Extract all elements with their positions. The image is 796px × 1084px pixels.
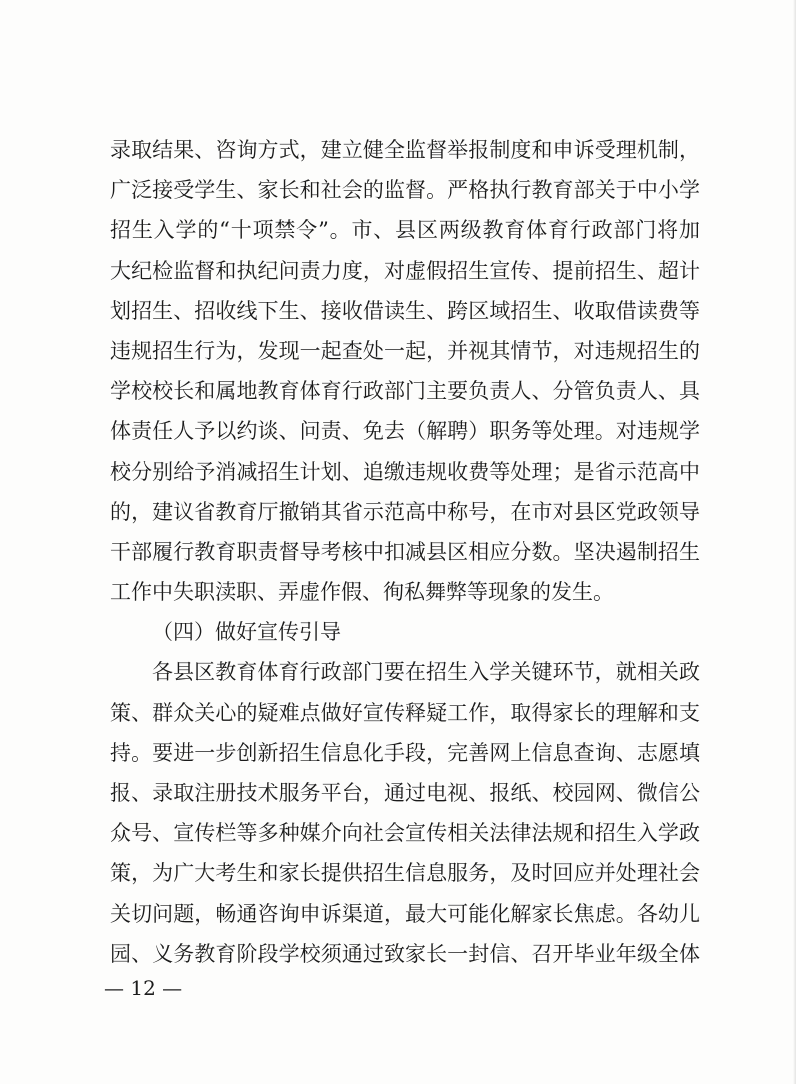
body-line: 大纪检监督和执纪问责力度，对虚假招生宣传、提前招生、超计 [110,258,700,283]
body-line: 策，为广大考生和家长提供招生信息服务，及时回应并处理社会 [110,861,700,886]
body-line: 各县区教育体育行政部门要在招生入学关键环节，就相关政 [152,660,700,685]
section-heading: （四）做好宣传引导 [152,620,341,645]
body-line: 学校校长和属地教育体育行政部门主要负责人、分管负责人、具 [110,379,700,404]
page-number: — 12 — [104,976,183,1000]
body-line: 体责任人予以约谈、问责、免去（解聘）职务等处理。对违规学 [110,419,700,444]
body-line: 的，建议省教育厅撤销其省示范高中称号，在市对县区党政领导 [110,499,700,524]
body-line: 广泛接受学生、家长和社会的监督。严格执行教育部关于中小学 [110,178,700,203]
body-line: 录取结果、咨询方式，建立健全监督举报制度和申诉受理机制， [110,138,700,162]
body-line: 校分别给予消减招生计划、追缴违规收费等处理；是省示范高中 [110,459,700,484]
body-line: 园、义务教育阶段学校须通过致家长一封信、召开毕业年级全体 [110,941,700,966]
body-line: 众号、宣传栏等多种媒介向社会宣传相关法律法规和招生入学政 [110,821,700,846]
body-line: 策、群众关心的疑难点做好宣传释疑工作，取得家长的理解和支 [110,700,700,725]
body-line: 持。要进一步创新招生信息化手段，完善网上信息查询、志愿填 [110,740,700,765]
body-line: 违规招生行为，发现一起查处一起，并视其情节，对违规招生的 [110,338,700,363]
body-line: 划招生、招收线下生、接收借读生、跨区域招生、收取借读费等 [110,298,700,323]
body-line: 招生入学的“十项禁令”。市、县区两级教育体育行政部门将加 [110,218,700,243]
body-line: 干部履行教育职责督导考核中扣减县区相应分数。坚决遏制招生 [110,539,700,564]
document-body [110,130,700,974]
body-line: 关切问题，畅通咨询申诉渠道，最大可能化解家长焦虑。各幼儿 [110,901,700,926]
body-line: 报、录取注册技术服务平台，通过电视、报纸、校园网、微信公 [110,781,700,805]
body-line: 工作中失职渎职、弄虚作假、徇私舞弊等现象的发生。 [110,580,614,605]
